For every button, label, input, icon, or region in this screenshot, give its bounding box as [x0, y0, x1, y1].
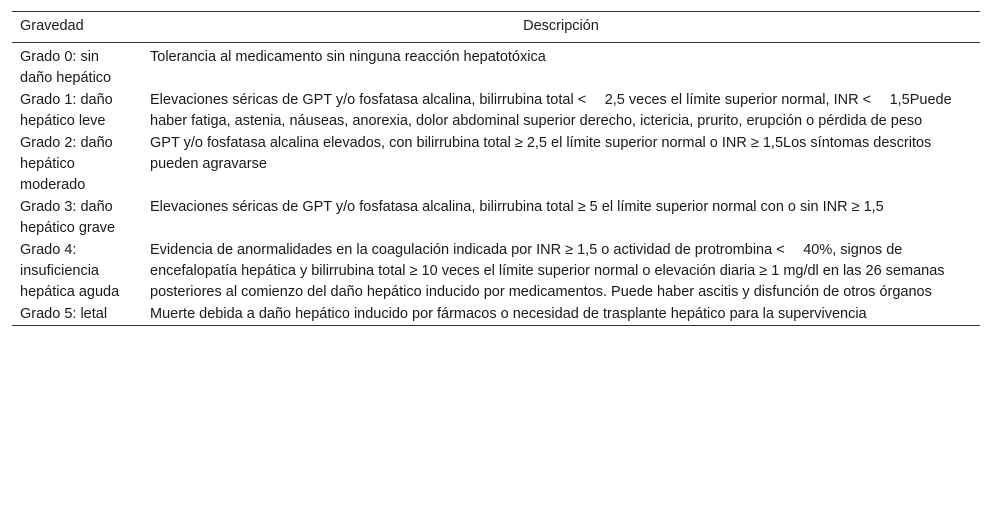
grade-cell: Grado 4: insuficiencia hepática aguda: [20, 241, 120, 301]
table-row: [12, 133, 980, 197]
hepatotoxicity-severity-table: [12, 11, 980, 326]
description-cell: Tolerancia al medicamento sin ninguna reacción hepatotóxica: [150, 49, 546, 65]
grade-cell: Grado 2: daño hepático moderado: [20, 134, 113, 194]
description-cell: Elevaciones séricas de GPT y/o fosfatasa alcalina, bilirrubina total < 2,5 veces el límite superior normal, INR < 1,5Puede haber fatiga, astenia, náuseas, anorexia, dolor abdominal superior derecho, ictericia, prurito, erupción o pérdida de peso: [150, 91, 952, 130]
grade-cell: Grado 0: sin daño hepático: [20, 49, 112, 87]
description-cell: Evidencia de anormalidades en la coagulación indicada por INR ≥ 1,5 o actividad de protrombina < 40%, signos de encefalopatía hepática y bilirrubina total ≥ 10 veces el límite superior normal o elevación diaria ≥ 1 mg/dl en las 26 semanas posteriores al comienzo del daño hepático inducido por medicamentos. Puede haber ascitis y disfunción de otros órganos: [150, 241, 945, 301]
description-cell: Muerte debida a daño hepático inducido por fármacos o necesidad de trasplante hepático para la supervivencia: [150, 305, 867, 322]
grade-cell: Grado 5: letal: [20, 305, 108, 322]
table-row: [12, 43, 980, 90]
table-header-row: [12, 12, 980, 43]
table-row: [12, 304, 980, 326]
description-cell: GPT y/o fosfatasa alcalina elevados, con bilirrubina total ≥ 2,5 el límite superior normal o INR ≥ 1,5Los síntomas descritos pueden agravarse: [150, 134, 932, 173]
header-description: Descripción: [523, 18, 599, 35]
severity-table-container: [12, 11, 980, 326]
description-cell: Elevaciones séricas de GPT y/o fosfatasa alcalina, bilirrubina total ≥ 5 el límite superior normal con o sin INR ≥ 1,5: [150, 198, 884, 215]
table-row: [12, 197, 980, 240]
grade-cell: Grado 1: daño hepático leve: [20, 91, 113, 130]
table-row: [12, 90, 980, 133]
grade-cell: Grado 3: daño hepático grave: [20, 198, 116, 237]
header-severity: Gravedad: [20, 18, 84, 35]
table-row: [12, 240, 980, 304]
